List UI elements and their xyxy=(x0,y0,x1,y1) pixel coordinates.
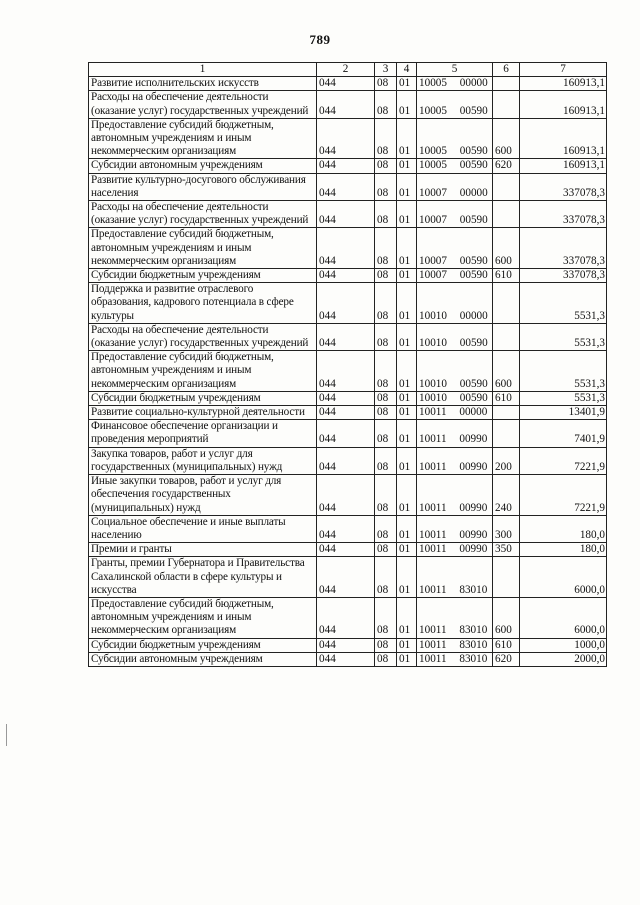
subsection-code-cell: 01 xyxy=(397,351,417,392)
subsection-code-cell: 01 xyxy=(397,283,417,324)
amount-cell: 337078,3 xyxy=(520,201,607,228)
budget-table xyxy=(88,62,607,667)
table-row xyxy=(89,323,607,350)
column-number: 5 xyxy=(417,63,493,77)
ministry-code-cell: 044 xyxy=(317,351,375,392)
subsection-code-cell: 01 xyxy=(397,597,417,638)
row-name-cell: Расходы на обеспечение деятельности (оказание услуг) государственных учреждений xyxy=(89,323,317,350)
subsection-code-cell: 01 xyxy=(397,420,417,447)
target-article-cell: 10011 00990 xyxy=(417,447,493,474)
table-row xyxy=(89,652,607,666)
table-row xyxy=(89,201,607,228)
amount-cell: 5531,3 xyxy=(520,391,607,405)
target-article-cell: 10011 00990 xyxy=(417,475,493,516)
section-code-cell: 08 xyxy=(375,201,397,228)
ministry-code-cell: 044 xyxy=(317,391,375,405)
ministry-code-cell: 044 xyxy=(317,323,375,350)
target-article-cell: 10011 00990 xyxy=(417,420,493,447)
amount-cell: 337078,3 xyxy=(520,228,607,269)
target-article-cell: 10011 83010 xyxy=(417,597,493,638)
scan-mark xyxy=(6,724,7,746)
amount-cell: 160913,1 xyxy=(520,91,607,118)
subsection-code-cell: 01 xyxy=(397,228,417,269)
subsection-code-cell: 01 xyxy=(397,406,417,420)
target-article-cell: 10005 00590 xyxy=(417,159,493,173)
table-row xyxy=(89,269,607,283)
column-number: 7 xyxy=(520,63,607,77)
amount-cell: 337078,3 xyxy=(520,269,607,283)
target-article-cell: 10011 00990 xyxy=(417,515,493,542)
amount-cell: 160913,1 xyxy=(520,77,607,91)
table-row xyxy=(89,638,607,652)
section-code-cell: 08 xyxy=(375,269,397,283)
target-article-cell: 10011 83010 xyxy=(417,638,493,652)
table-row xyxy=(89,447,607,474)
target-article-cell: 10007 00590 xyxy=(417,201,493,228)
subsection-code-cell: 01 xyxy=(397,201,417,228)
expense-type-cell: 240 xyxy=(493,475,520,516)
section-code-cell: 08 xyxy=(375,391,397,405)
amount-cell: 6000,0 xyxy=(520,557,607,598)
ministry-code-cell: 044 xyxy=(317,638,375,652)
target-article-cell: 10011 00000 xyxy=(417,406,493,420)
row-name-cell: Закупка товаров, работ и услуг для государственных (муниципальных) нужд xyxy=(89,447,317,474)
expense-type-cell: 200 xyxy=(493,447,520,474)
subsection-code-cell: 01 xyxy=(397,543,417,557)
expense-type-cell: 620 xyxy=(493,159,520,173)
subsection-code-cell: 01 xyxy=(397,557,417,598)
amount-cell: 337078,3 xyxy=(520,173,607,200)
column-number: 2 xyxy=(317,63,375,77)
table-row xyxy=(89,543,607,557)
row-name-cell: Субсидии бюджетным учреждениям xyxy=(89,269,317,283)
section-code-cell: 08 xyxy=(375,638,397,652)
subsection-code-cell: 01 xyxy=(397,475,417,516)
amount-cell: 5531,3 xyxy=(520,351,607,392)
expense-type-cell: 610 xyxy=(493,638,520,652)
ministry-code-cell: 044 xyxy=(317,557,375,598)
section-code-cell: 08 xyxy=(375,652,397,666)
expense-type-cell: 620 xyxy=(493,652,520,666)
ministry-code-cell: 044 xyxy=(317,228,375,269)
table-row xyxy=(89,173,607,200)
section-code-cell: 08 xyxy=(375,323,397,350)
table-row xyxy=(89,597,607,638)
subsection-code-cell: 01 xyxy=(397,652,417,666)
expense-type-cell xyxy=(493,77,520,91)
target-article-cell: 10005 00590 xyxy=(417,118,493,159)
section-code-cell: 08 xyxy=(375,351,397,392)
target-article-cell: 10007 00590 xyxy=(417,228,493,269)
row-name-cell: Развитие социально-культурной деятельности xyxy=(89,406,317,420)
ministry-code-cell: 044 xyxy=(317,652,375,666)
section-code-cell: 08 xyxy=(375,597,397,638)
target-article-cell: 10011 00990 xyxy=(417,543,493,557)
ministry-code-cell: 044 xyxy=(317,201,375,228)
target-article-cell: 10010 00590 xyxy=(417,323,493,350)
subsection-code-cell: 01 xyxy=(397,91,417,118)
ministry-code-cell: 044 xyxy=(317,420,375,447)
target-article-cell: 10010 00590 xyxy=(417,391,493,405)
target-article-cell: 10007 00000 xyxy=(417,173,493,200)
subsection-code-cell: 01 xyxy=(397,173,417,200)
amount-cell: 180,0 xyxy=(520,515,607,542)
ministry-code-cell: 044 xyxy=(317,597,375,638)
amount-cell: 7221,9 xyxy=(520,447,607,474)
amount-cell: 180,0 xyxy=(520,543,607,557)
expense-type-cell xyxy=(493,173,520,200)
subsection-code-cell: 01 xyxy=(397,323,417,350)
row-name-cell: Поддержка и развитие отраслевого образования, кадрового потенциала в сфере культуры xyxy=(89,283,317,324)
section-code-cell: 08 xyxy=(375,557,397,598)
table-row xyxy=(89,515,607,542)
ministry-code-cell: 044 xyxy=(317,269,375,283)
section-code-cell: 08 xyxy=(375,543,397,557)
expense-type-cell: 610 xyxy=(493,269,520,283)
subsection-code-cell: 01 xyxy=(397,269,417,283)
section-code-cell: 08 xyxy=(375,118,397,159)
amount-cell: 13401,9 xyxy=(520,406,607,420)
table-row xyxy=(89,557,607,598)
column-number: 1 xyxy=(89,63,317,77)
ministry-code-cell: 044 xyxy=(317,159,375,173)
amount-cell: 6000,0 xyxy=(520,597,607,638)
subsection-code-cell: 01 xyxy=(397,515,417,542)
row-name-cell: Премии и гранты xyxy=(89,543,317,557)
row-name-cell: Предоставление субсидий бюджетным, автономным учреждениям и иным некоммерческим организациям xyxy=(89,597,317,638)
ministry-code-cell: 044 xyxy=(317,173,375,200)
amount-cell: 7221,9 xyxy=(520,475,607,516)
table-row xyxy=(89,391,607,405)
row-name-cell: Субсидии автономным учреждениям xyxy=(89,159,317,173)
row-name-cell: Расходы на обеспечение деятельности (оказание услуг) государственных учреждений xyxy=(89,201,317,228)
section-code-cell: 08 xyxy=(375,515,397,542)
row-name-cell: Иные закупки товаров, работ и услуг для обеспечения государственных (муниципальных) нужд xyxy=(89,475,317,516)
expense-type-cell: 610 xyxy=(493,391,520,405)
subsection-code-cell: 01 xyxy=(397,391,417,405)
ministry-code-cell: 044 xyxy=(317,77,375,91)
section-code-cell: 08 xyxy=(375,77,397,91)
section-code-cell: 08 xyxy=(375,173,397,200)
row-name-cell: Предоставление субсидий бюджетным, автономным учреждениям и иным некоммерческим организациям xyxy=(89,118,317,159)
row-name-cell: Субсидии автономным учреждениям xyxy=(89,652,317,666)
section-code-cell: 08 xyxy=(375,91,397,118)
amount-cell: 160913,1 xyxy=(520,118,607,159)
amount-cell: 2000,0 xyxy=(520,652,607,666)
ministry-code-cell: 044 xyxy=(317,118,375,159)
target-article-cell: 10011 83010 xyxy=(417,652,493,666)
row-name-cell: Субсидии бюджетным учреждениям xyxy=(89,391,317,405)
section-code-cell: 08 xyxy=(375,406,397,420)
expense-type-cell xyxy=(493,323,520,350)
target-article-cell: 10005 00000 xyxy=(417,77,493,91)
row-name-cell: Предоставление субсидий бюджетным, автономным учреждениям и иным некоммерческим организациям xyxy=(89,351,317,392)
row-name-cell: Развитие исполнительских искусств xyxy=(89,77,317,91)
subsection-code-cell: 01 xyxy=(397,159,417,173)
section-code-cell: 08 xyxy=(375,283,397,324)
target-article-cell: 10010 00590 xyxy=(417,351,493,392)
amount-cell: 160913,1 xyxy=(520,159,607,173)
expense-type-cell xyxy=(493,406,520,420)
row-name-cell: Финансовое обеспечение организации и проведения мероприятий xyxy=(89,420,317,447)
expense-type-cell xyxy=(493,91,520,118)
table-row xyxy=(89,91,607,118)
expense-type-cell: 600 xyxy=(493,597,520,638)
section-code-cell: 08 xyxy=(375,159,397,173)
subsection-code-cell: 01 xyxy=(397,447,417,474)
subsection-code-cell: 01 xyxy=(397,638,417,652)
table-row xyxy=(89,420,607,447)
row-name-cell: Предоставление субсидий бюджетным, автономным учреждениям и иным некоммерческим организациям xyxy=(89,228,317,269)
amount-cell: 5531,3 xyxy=(520,323,607,350)
expense-type-cell xyxy=(493,201,520,228)
column-number: 4 xyxy=(397,63,417,77)
row-name-cell: Гранты, премии Губернатора и Правительства Сахалинской области в сфере культуры и искусства xyxy=(89,557,317,598)
ministry-code-cell: 044 xyxy=(317,283,375,324)
row-name-cell: Расходы на обеспечение деятельности (оказание услуг) государственных учреждений xyxy=(89,91,317,118)
amount-cell: 5531,3 xyxy=(520,283,607,324)
ministry-code-cell: 044 xyxy=(317,475,375,516)
expense-type-cell xyxy=(493,557,520,598)
row-name-cell: Развитие культурно-досугового обслуживания населения xyxy=(89,173,317,200)
row-name-cell: Субсидии бюджетным учреждениям xyxy=(89,638,317,652)
column-number: 3 xyxy=(375,63,397,77)
expense-type-cell xyxy=(493,283,520,324)
table-row xyxy=(89,77,607,91)
expense-type-cell xyxy=(493,420,520,447)
subsection-code-cell: 01 xyxy=(397,118,417,159)
ministry-code-cell: 044 xyxy=(317,447,375,474)
expense-type-cell: 300 xyxy=(493,515,520,542)
target-article-cell: 10011 83010 xyxy=(417,557,493,598)
section-code-cell: 08 xyxy=(375,475,397,516)
expense-type-cell: 600 xyxy=(493,228,520,269)
amount-cell: 7401,9 xyxy=(520,420,607,447)
section-code-cell: 08 xyxy=(375,420,397,447)
section-code-cell: 08 xyxy=(375,447,397,474)
ministry-code-cell: 044 xyxy=(317,91,375,118)
row-name-cell: Социальное обеспечение и иные выплаты населению xyxy=(89,515,317,542)
table-row xyxy=(89,406,607,420)
expense-type-cell: 600 xyxy=(493,118,520,159)
expense-type-cell: 350 xyxy=(493,543,520,557)
column-number: 6 xyxy=(493,63,520,77)
table-row xyxy=(89,118,607,159)
table-row xyxy=(89,475,607,516)
target-article-cell: 10005 00590 xyxy=(417,91,493,118)
expense-type-cell: 600 xyxy=(493,351,520,392)
subsection-code-cell: 01 xyxy=(397,77,417,91)
table-row xyxy=(89,159,607,173)
page-number: 789 xyxy=(309,32,331,47)
section-code-cell: 08 xyxy=(375,228,397,269)
ministry-code-cell: 044 xyxy=(317,543,375,557)
ministry-code-cell: 044 xyxy=(317,406,375,420)
column-number-row xyxy=(89,63,607,77)
table-row xyxy=(89,351,607,392)
target-article-cell: 10010 00000 xyxy=(417,283,493,324)
table-row xyxy=(89,283,607,324)
target-article-cell: 10007 00590 xyxy=(417,269,493,283)
table-row xyxy=(89,228,607,269)
amount-cell: 1000,0 xyxy=(520,638,607,652)
ministry-code-cell: 044 xyxy=(317,515,375,542)
